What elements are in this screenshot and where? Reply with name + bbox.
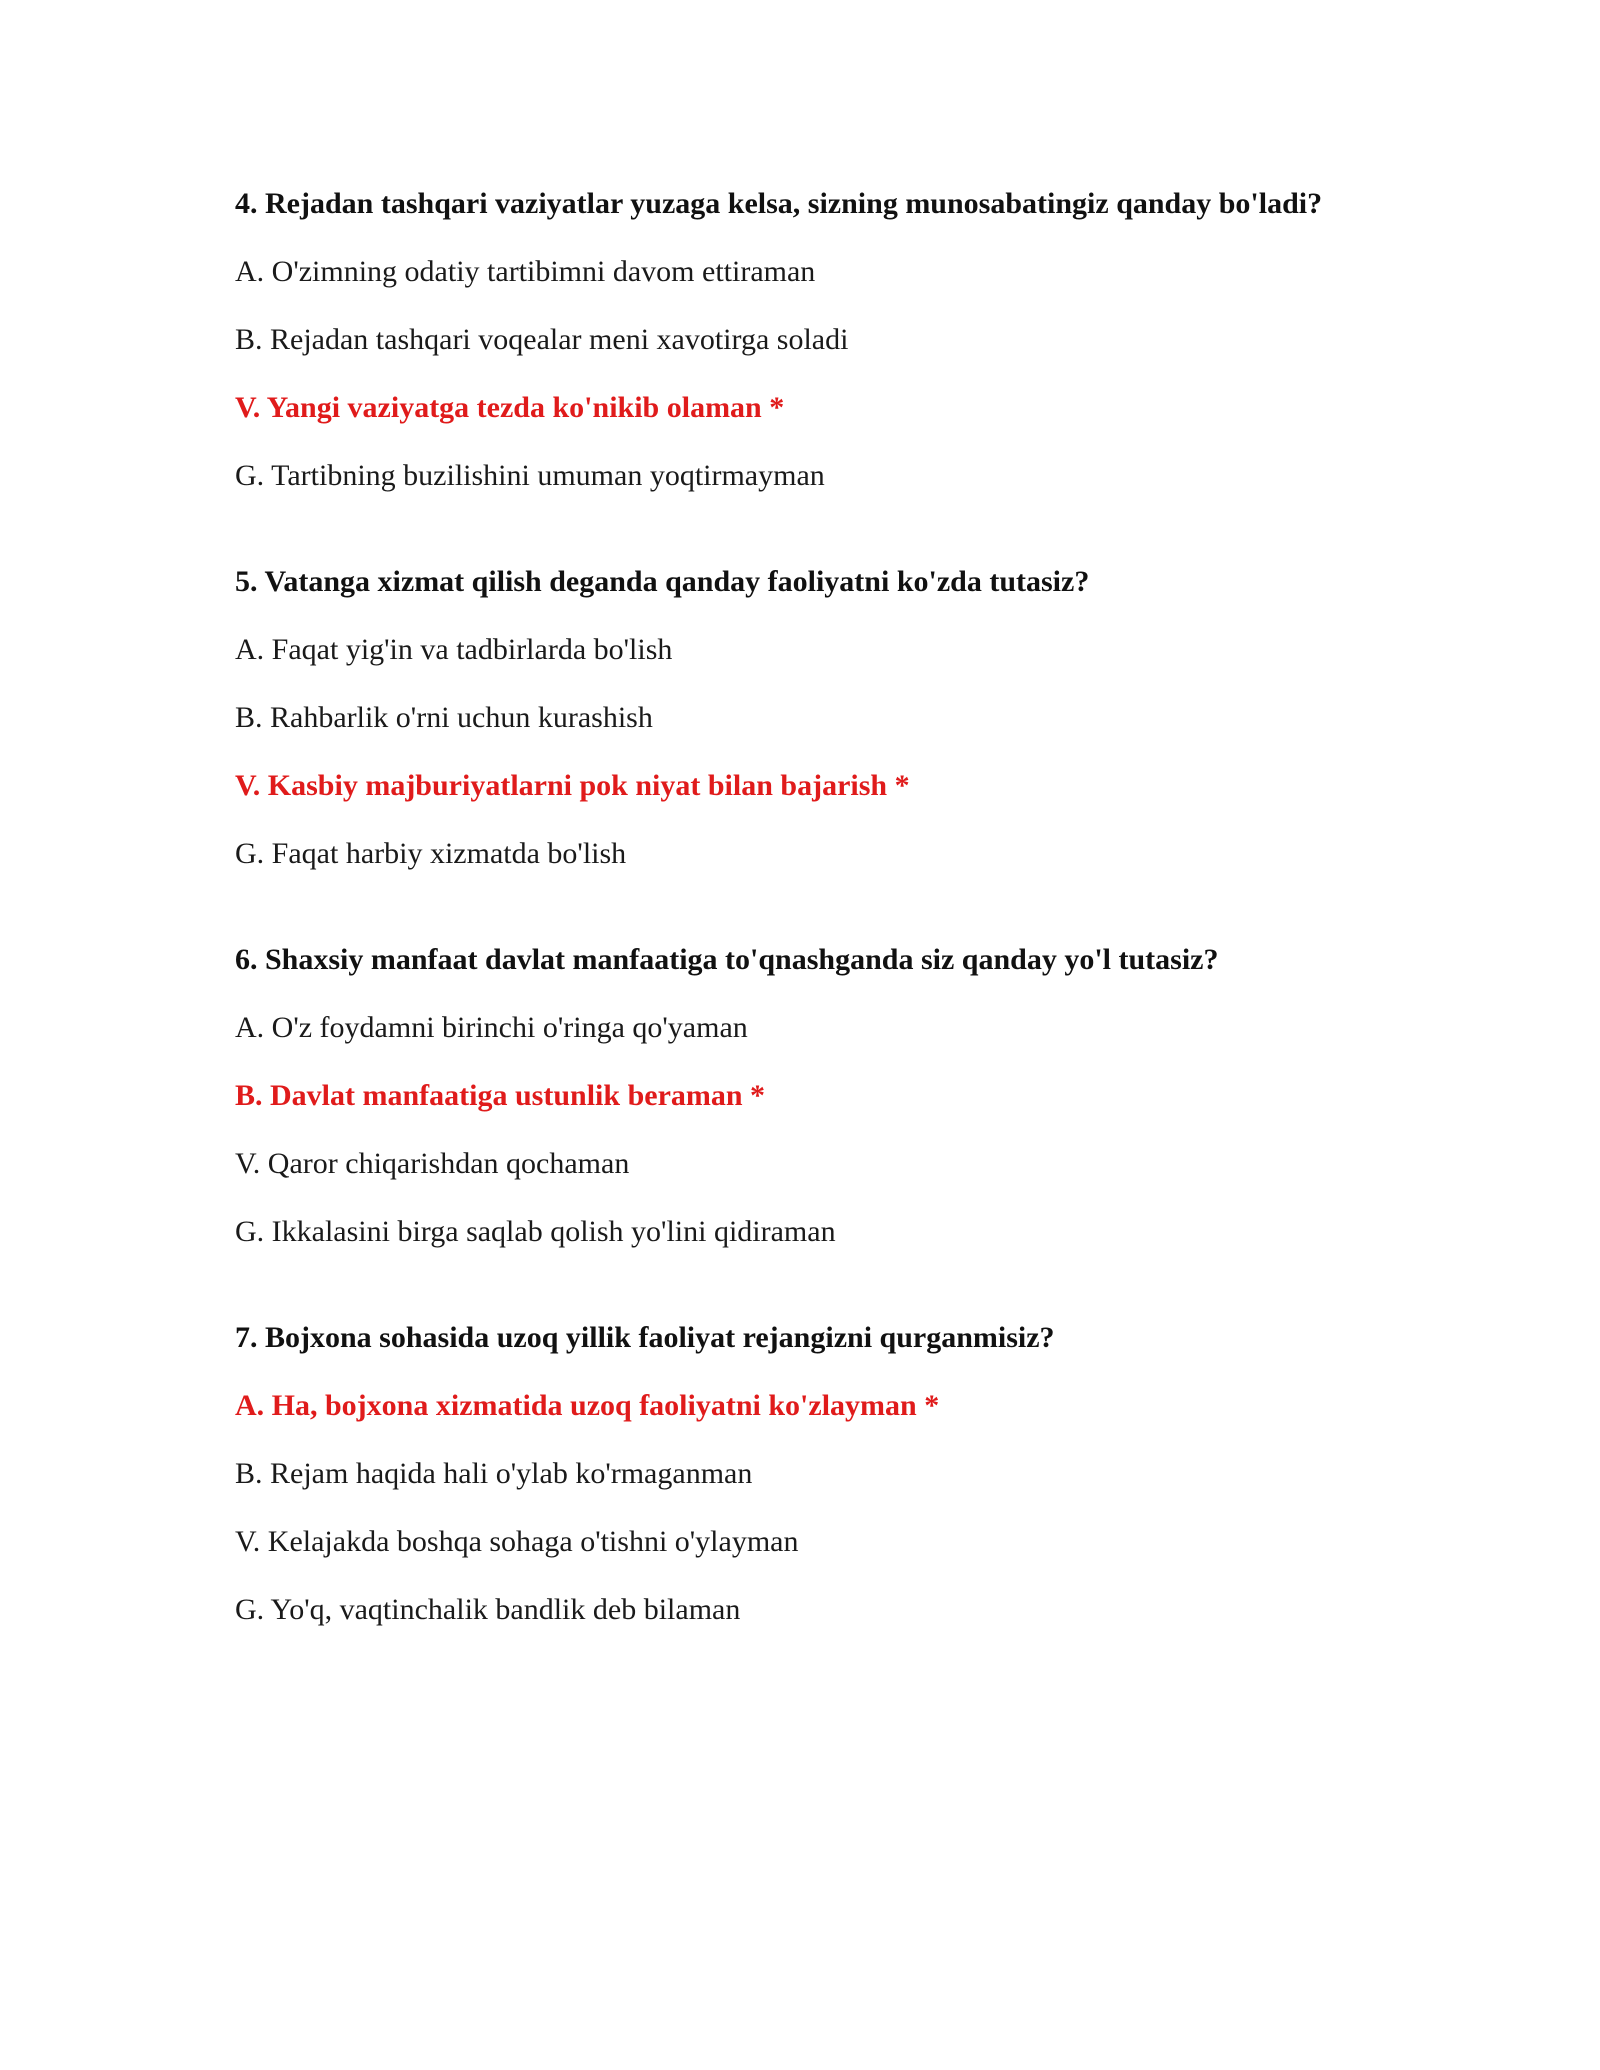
question-5-option-b: B. Rahbarlik o'rni uchun kurashish: [235, 701, 653, 734]
question-6-option-a: A. O'z foydamni birinchi o'ringa qo'yaman: [235, 1011, 748, 1044]
question-7-option-v: V. Kelajakda boshqa sohaga o'tishni o'ylayman: [235, 1525, 799, 1558]
document-page: [235, 183, 1355, 1657]
question-block-6: [235, 939, 1355, 1252]
question-4-option-a: A. O'zimning odatiy tartibimni davom ettiraman: [235, 255, 816, 288]
question-4-text: 4. Rejadan tashqari vaziyatlar yuzaga kelsa, sizning munosabatingiz qanday bo'ladi?: [235, 187, 1323, 220]
question-5-option-a: A. Faqat yig'in va tadbirlarda bo'lish: [235, 633, 673, 666]
question-4-option-g: G. Tartibning buzilishini umuman yoqtirmayman: [235, 459, 825, 492]
question-5-text: 5. Vatanga xizmat qilish deganda qanday faoliyatni ko'zda tutasiz?: [235, 565, 1090, 598]
question-block-4: [235, 183, 1355, 496]
question-6-option-v: V. Qaror chiqarishdan qochaman: [235, 1147, 630, 1180]
question-7-option-b: B. Rejam haqida hali o'ylab ko'rmaganman: [235, 1457, 753, 1490]
question-7-option-a-correct: A. Ha, bojxona xizmatida uzoq faoliyatni ko'zlayman *: [235, 1389, 940, 1422]
question-4-option-b: B. Rejadan tashqari voqealar meni xavotirga soladi: [235, 323, 849, 356]
question-6-option-g: G. Ikkalasini birga saqlab qolish yo'lini qidiraman: [235, 1215, 836, 1248]
question-block-5: [235, 561, 1355, 874]
question-7-option-g: G. Yo'q, vaqtinchalik bandlik deb bilaman: [235, 1593, 741, 1626]
question-block-7: [235, 1317, 1355, 1630]
question-5-option-g: G. Faqat harbiy xizmatda bo'lish: [235, 837, 627, 870]
question-6-text: 6. Shaxsiy manfaat davlat manfaatiga to'qnashganda siz qanday yo'l tutasiz?: [235, 943, 1219, 976]
question-5-option-v-correct: V. Kasbiy majburiyatlarni pok niyat bilan bajarish *: [235, 769, 910, 802]
question-7-text: 7. Bojxona sohasida uzoq yillik faoliyat rejangizni qurganmisiz?: [235, 1321, 1055, 1354]
question-4-option-v-correct: V. Yangi vaziyatga tezda ko'nikib olaman *: [235, 391, 785, 424]
question-6-option-b-correct: B. Davlat manfaatiga ustunlik beraman *: [235, 1079, 766, 1112]
